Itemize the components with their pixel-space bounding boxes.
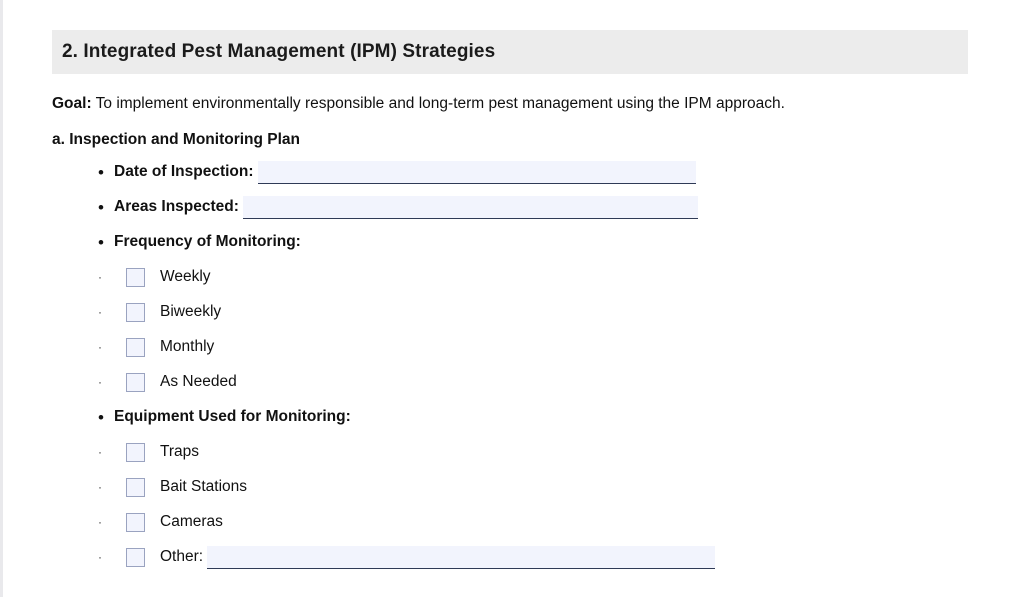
checkbox-row-other[interactable]	[52, 545, 992, 569]
checkbox-label-other: Other:	[160, 548, 204, 566]
checkbox-monthly[interactable]	[126, 338, 145, 357]
checkbox-as-needed[interactable]	[126, 373, 145, 392]
checkbox-label-bait-stations: Bait Stations	[160, 478, 248, 496]
bullet-icon: •	[98, 162, 104, 182]
bullet-icon: •	[98, 232, 104, 252]
areas-inspected-input[interactable]	[243, 196, 698, 219]
areas-inspected-label: Areas Inspected:	[114, 198, 239, 216]
bullet-icon: •	[98, 197, 104, 217]
subsection-heading: a. Inspection and Monitoring Plan	[52, 131, 301, 149]
checkbox-weekly[interactable]	[126, 268, 145, 287]
checkbox-label-biweekly: Biweekly	[160, 303, 222, 321]
checkbox-row-biweekly[interactable]	[52, 300, 992, 324]
checkbox-label-traps: Traps	[160, 443, 200, 461]
checkbox-bait-stations[interactable]	[126, 478, 145, 497]
checkbox-row-bait-stations[interactable]	[52, 475, 992, 499]
section-title: 2. Integrated Pest Management (IPM) Strategies	[62, 41, 496, 62]
checkbox-row-as-needed[interactable]	[52, 370, 992, 394]
document-content	[52, 0, 992, 569]
field-row-frequency-of-monitoring	[52, 230, 992, 254]
checkbox-row-weekly[interactable]	[52, 265, 992, 289]
sub-bullet-icon: ·	[98, 515, 102, 530]
checkbox-traps[interactable]	[126, 443, 145, 462]
field-row-equipment-used	[52, 405, 992, 429]
section-header	[52, 30, 968, 74]
sub-bullet-icon: ·	[98, 375, 102, 390]
field-row-areas-inspected	[52, 195, 992, 219]
checkbox-label-monthly: Monthly	[160, 338, 215, 356]
checkbox-label-cameras: Cameras	[160, 513, 223, 531]
sub-bullet-icon: ·	[98, 445, 102, 460]
goal-label: Goal:	[52, 95, 92, 112]
checkbox-cameras[interactable]	[126, 513, 145, 532]
frequency-of-monitoring-label: Frequency of Monitoring:	[114, 233, 301, 251]
goal-paragraph	[52, 94, 992, 114]
equipment-used-label: Equipment Used for Monitoring:	[114, 408, 351, 426]
checkbox-label-as-needed: As Needed	[160, 373, 237, 391]
checkbox-label-weekly: Weekly	[160, 268, 211, 286]
field-row-date-of-inspection	[52, 160, 992, 184]
checkbox-other[interactable]	[126, 548, 145, 567]
sub-bullet-icon: ·	[98, 270, 102, 285]
sub-bullet-icon: ·	[98, 340, 102, 355]
checkbox-row-monthly[interactable]	[52, 335, 992, 359]
other-equipment-input[interactable]	[207, 546, 715, 569]
date-of-inspection-input[interactable]	[258, 161, 696, 184]
sub-bullet-icon: ·	[98, 305, 102, 320]
bullet-icon: •	[98, 407, 104, 427]
date-of-inspection-label: Date of Inspection:	[114, 163, 254, 181]
sub-bullet-icon: ·	[98, 480, 102, 495]
sub-bullet-icon: ·	[98, 550, 102, 565]
checkbox-biweekly[interactable]	[126, 303, 145, 322]
page-left-rule	[0, 0, 3, 597]
goal-text: To implement environmentally responsible and long-term pest management using the IPM approach.	[91, 95, 785, 112]
checkbox-row-cameras[interactable]	[52, 510, 992, 534]
checkbox-row-traps[interactable]	[52, 440, 992, 464]
